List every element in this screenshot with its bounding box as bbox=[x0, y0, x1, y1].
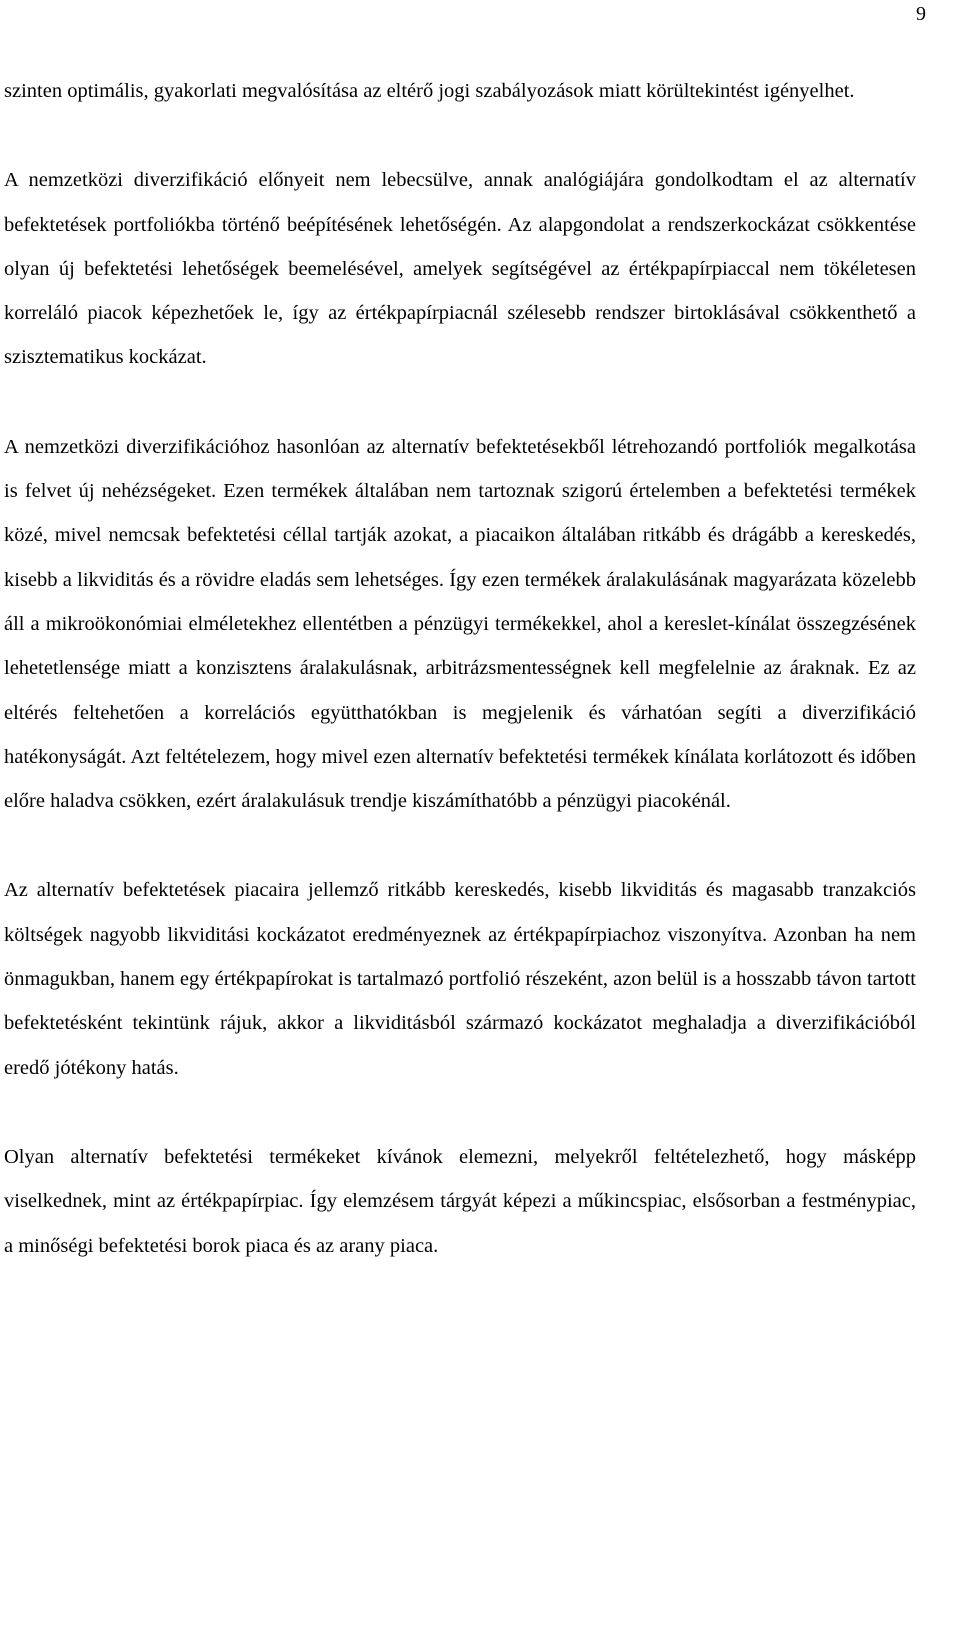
paragraph-5: Olyan alternatív befektetési termékeket kívánok elemezni, melyekről feltételezhető, hogy másképp viselkednek, mint az értékpapírpiac. Így elemzésem tárgyát képezi a műkincspiac, elsősorban a festménypiac, a minőségi befektetési borok piaca és az arany piaca. bbox=[4, 1145, 916, 1257]
page-number: 9 bbox=[916, 3, 926, 25]
paragraph-4: Az alternatív befektetések piacaira jellemző ritkább kereskedés, kisebb likviditás és magasabb tranzakciós költségek nagyobb likviditási kockázatot eredményeznek az értékpapírpiachoz viszonyítva. Azonban ha nem önmagukban, hanem egy értékpapírokat is tartalmazó portfolió részeként, azon belül is a hosszabb távon tartott befektetésként tekintünk rájuk, akkor a likviditásból származó kockázatot meghaladja a diverzifikációból eredő jótékony hatás. bbox=[4, 879, 916, 1079]
paragraph-2: A nemzetközi diverzifikáció előnyeit nem lebecsülve, annak analógiájára gondolkodtam el az alternatív befektetések portfoliókba történő beépítésének lehetőségén. Az alapgondolat a rendszerkockázat csökkentése olyan új befektetési lehetőségek beemelésével, amelyek segítségével az értékpapírpiaccal nem tökéletesen korreláló piacok képezhetőek le, így az értékpapírpiacnál szélesebb rendszer birtoklásával csökkenthető a szisztematikus kockázat. bbox=[4, 169, 916, 369]
paragraph-3: A nemzetközi diverzifikációhoz hasonlóan az alternatív befektetésekből létrehozandó portfoliók megalkotása is felvet új nehézségeket. Ezen termékek általában nem tartoznak szigorú értelemben a befektetési termékek közé, mivel nemcsak befektetési céllal tartják azokat, a piacaikon általában ritkább és drágább a kereskedés, kisebb a likviditás és a rövidre eladás sem lehetséges. Így ezen termékek áralakulásának magyarázata közelebb áll a mikroökonómiai elméletekhez ellentétben a pénzügyi termékekkel, ahol a kereslet-kínálat összegzésének lehetetlensége miatt a konzisztens áralakulásnak, arbitrázsmentességnek kell megfelelnie az áraknak. Ez az eltérés feltehetően a korrelációs együtthatókban is megjelenik és várhatóan segíti a diverzifikáció hatékonyságát. Azt feltételezem, hogy mivel ezen alternatív befektetési termékek kínálata korlátozott és időben előre haladva csökken, ezért áralakulásuk trendje kiszámíthatóbb a pénzügyi piacokénál. bbox=[4, 435, 916, 813]
paragraph-1: szinten optimális, gyakorlati megvalósítása az eltérő jogi szabályozások miatt körültekintést igényelhet. bbox=[4, 80, 855, 102]
document-body bbox=[4, 69, 916, 1268]
